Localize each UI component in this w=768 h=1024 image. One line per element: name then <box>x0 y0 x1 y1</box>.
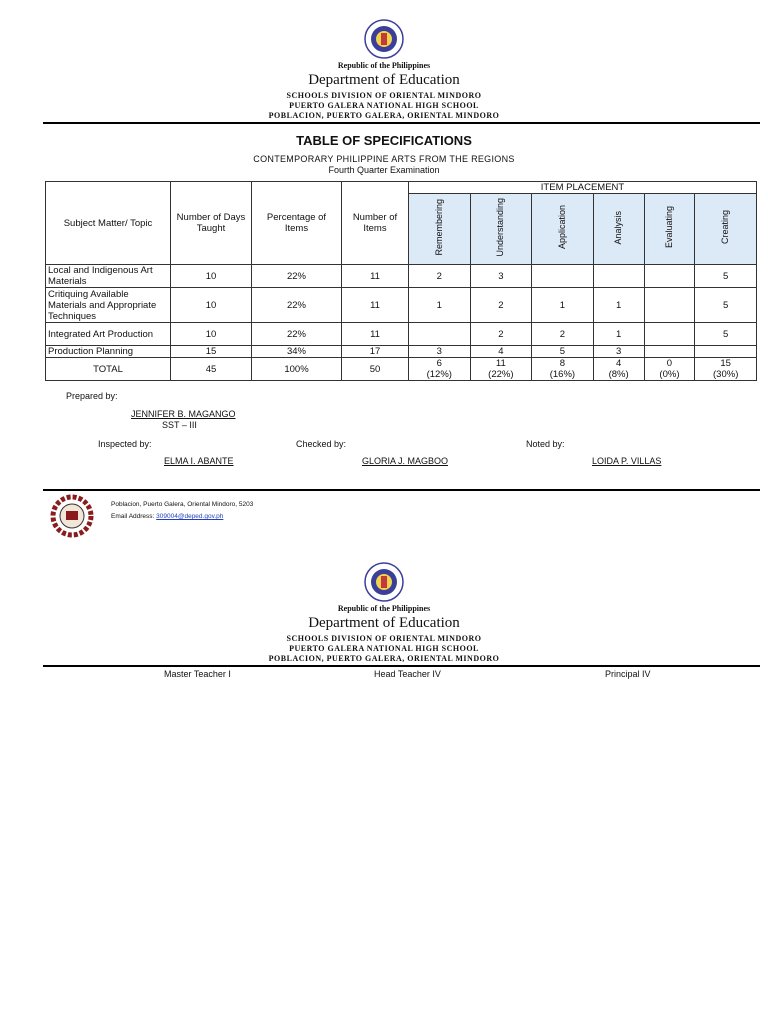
row-topic: Local and Indigenous Art Materials <box>46 265 171 288</box>
row-remembering <box>409 323 471 346</box>
row-application: 2 <box>532 323 594 346</box>
row-items: 17 <box>342 346 409 358</box>
header-divider <box>43 665 760 667</box>
row-days: 10 <box>171 323 252 346</box>
deped-seal <box>364 562 404 607</box>
inspected-by-label: Inspected by: <box>98 439 152 449</box>
row-application <box>532 265 594 288</box>
header-items: Number of Items <box>342 182 409 265</box>
row-percent: 34% <box>252 346 342 358</box>
total-creating: 15 (30%) <box>695 358 757 381</box>
total-percent: 100% <box>252 358 342 381</box>
row-percent: 22% <box>252 323 342 346</box>
row-items: 11 <box>342 265 409 288</box>
deped-seal <box>364 19 404 64</box>
table-row <box>46 288 757 323</box>
header-topic: Subject Matter/ Topic <box>46 182 171 265</box>
email-label: Email Address: <box>111 513 157 520</box>
header-divider <box>43 122 760 124</box>
preparer-name: JENNIFER B. MAGANGO <box>131 409 236 419</box>
row-understanding: 2 <box>470 288 532 323</box>
noter-title: Principal IV <box>605 669 651 679</box>
total-label: TOTAL <box>46 358 171 381</box>
row-items: 11 <box>342 288 409 323</box>
row-creating: 5 <box>695 288 757 323</box>
total-items: 50 <box>342 358 409 381</box>
total-row <box>46 358 757 381</box>
row-days: 10 <box>171 265 252 288</box>
preparer-title: SST – III <box>162 420 197 430</box>
school-text: PUERTO GALERA NATIONAL HIGH SCHOOL <box>289 644 479 653</box>
total-remembering: 6 (12%) <box>409 358 471 381</box>
total-understanding: 11 (22%) <box>470 358 532 381</box>
doc-subject: CONTEMPORARY PHILIPPINE ARTS FROM THE REGIONS <box>253 154 515 164</box>
row-days: 10 <box>171 288 252 323</box>
department-title: Department of Education <box>308 72 460 88</box>
division-text: SCHOOLS DIVISION OF ORIENTAL MINDORO <box>286 634 482 643</box>
row-items: 11 <box>342 323 409 346</box>
doc-exam: Fourth Quarter Examination <box>328 165 440 175</box>
row-topic: Critiquing Available Materials and Appropriate Techniques <box>46 288 171 323</box>
checker-name: GLORIA J. MAGBOO <box>362 456 449 466</box>
doc-title: TABLE OF SPECIFICATIONS <box>296 133 472 148</box>
checker-title: Head Teacher IV <box>374 669 441 679</box>
row-creating: 5 <box>695 265 757 288</box>
footer-divider <box>43 489 760 491</box>
row-analysis: 1 <box>593 288 644 323</box>
inspector-name: ELMA I. ABANTE <box>164 456 234 466</box>
inspector-title: Master Teacher I <box>164 669 231 679</box>
row-percent: 22% <box>252 288 342 323</box>
row-analysis: 3 <box>593 346 644 358</box>
table-row <box>46 265 757 288</box>
row-evaluating <box>644 288 695 323</box>
row-evaluating <box>644 265 695 288</box>
header-percent: Percentage of Items <box>252 182 342 265</box>
noted-by-label: Noted by: <box>526 439 565 449</box>
school-text: PUERTO GALERA NATIONAL HIGH SCHOOL <box>289 101 479 110</box>
row-understanding: 4 <box>470 346 532 358</box>
row-creating <box>695 346 757 358</box>
header-days: Number of Days Taught <box>171 182 252 265</box>
republic-text: Republic of the Philippines <box>337 604 431 613</box>
total-application: 8 (16%) <box>532 358 594 381</box>
row-creating: 5 <box>695 323 757 346</box>
noter-name: LOIDA P. VILLAS <box>592 456 662 466</box>
division-text: SCHOOLS DIVISION OF ORIENTAL MINDORO <box>286 91 482 100</box>
email-link[interactable]: 309004@deped.gov.ph <box>156 513 224 520</box>
row-application: 1 <box>532 288 594 323</box>
republic-text: Republic of the Philippines <box>337 61 431 70</box>
total-evaluating: 0 (0%) <box>644 358 695 381</box>
row-analysis: 1 <box>593 323 644 346</box>
row-evaluating <box>644 346 695 358</box>
row-topic: Integrated Art Production <box>46 323 171 346</box>
footer-email-line <box>111 513 223 520</box>
row-remembering: 2 <box>409 265 471 288</box>
table-row <box>46 346 757 358</box>
school-logo <box>48 494 96 543</box>
header-remembering: Remembering <box>409 194 471 265</box>
row-evaluating <box>644 323 695 346</box>
total-days: 45 <box>171 358 252 381</box>
prepared-by-label: Prepared by: <box>66 391 118 401</box>
header-analysis: Analysis <box>593 194 644 265</box>
total-analysis: 4 (8%) <box>593 358 644 381</box>
header-application: Application <box>532 194 594 265</box>
row-percent: 22% <box>252 265 342 288</box>
row-application: 5 <box>532 346 594 358</box>
row-remembering: 3 <box>409 346 471 358</box>
header-item-placement: ITEM PLACEMENT <box>409 182 757 194</box>
row-days: 15 <box>171 346 252 358</box>
row-understanding: 3 <box>470 265 532 288</box>
address-text: POBLACION, PUERTO GALERA, ORIENTAL MINDORO <box>268 111 500 120</box>
row-understanding: 2 <box>470 323 532 346</box>
specifications-table <box>45 181 757 381</box>
department-title: Department of Education <box>308 615 460 631</box>
header-evaluating: Evaluating <box>644 194 695 265</box>
checked-by-label: Checked by: <box>296 439 347 449</box>
address-text: POBLACION, PUERTO GALERA, ORIENTAL MINDORO <box>268 654 500 663</box>
table-row <box>46 323 757 346</box>
row-topic: Production Planning <box>46 346 171 358</box>
header-creating: Creating <box>695 194 757 265</box>
row-remembering: 1 <box>409 288 471 323</box>
row-analysis <box>593 265 644 288</box>
header-understanding: Understanding <box>470 194 532 265</box>
footer-address: Poblacion, Puerto Galera, Oriental Mindoro, 5203 <box>111 501 254 508</box>
